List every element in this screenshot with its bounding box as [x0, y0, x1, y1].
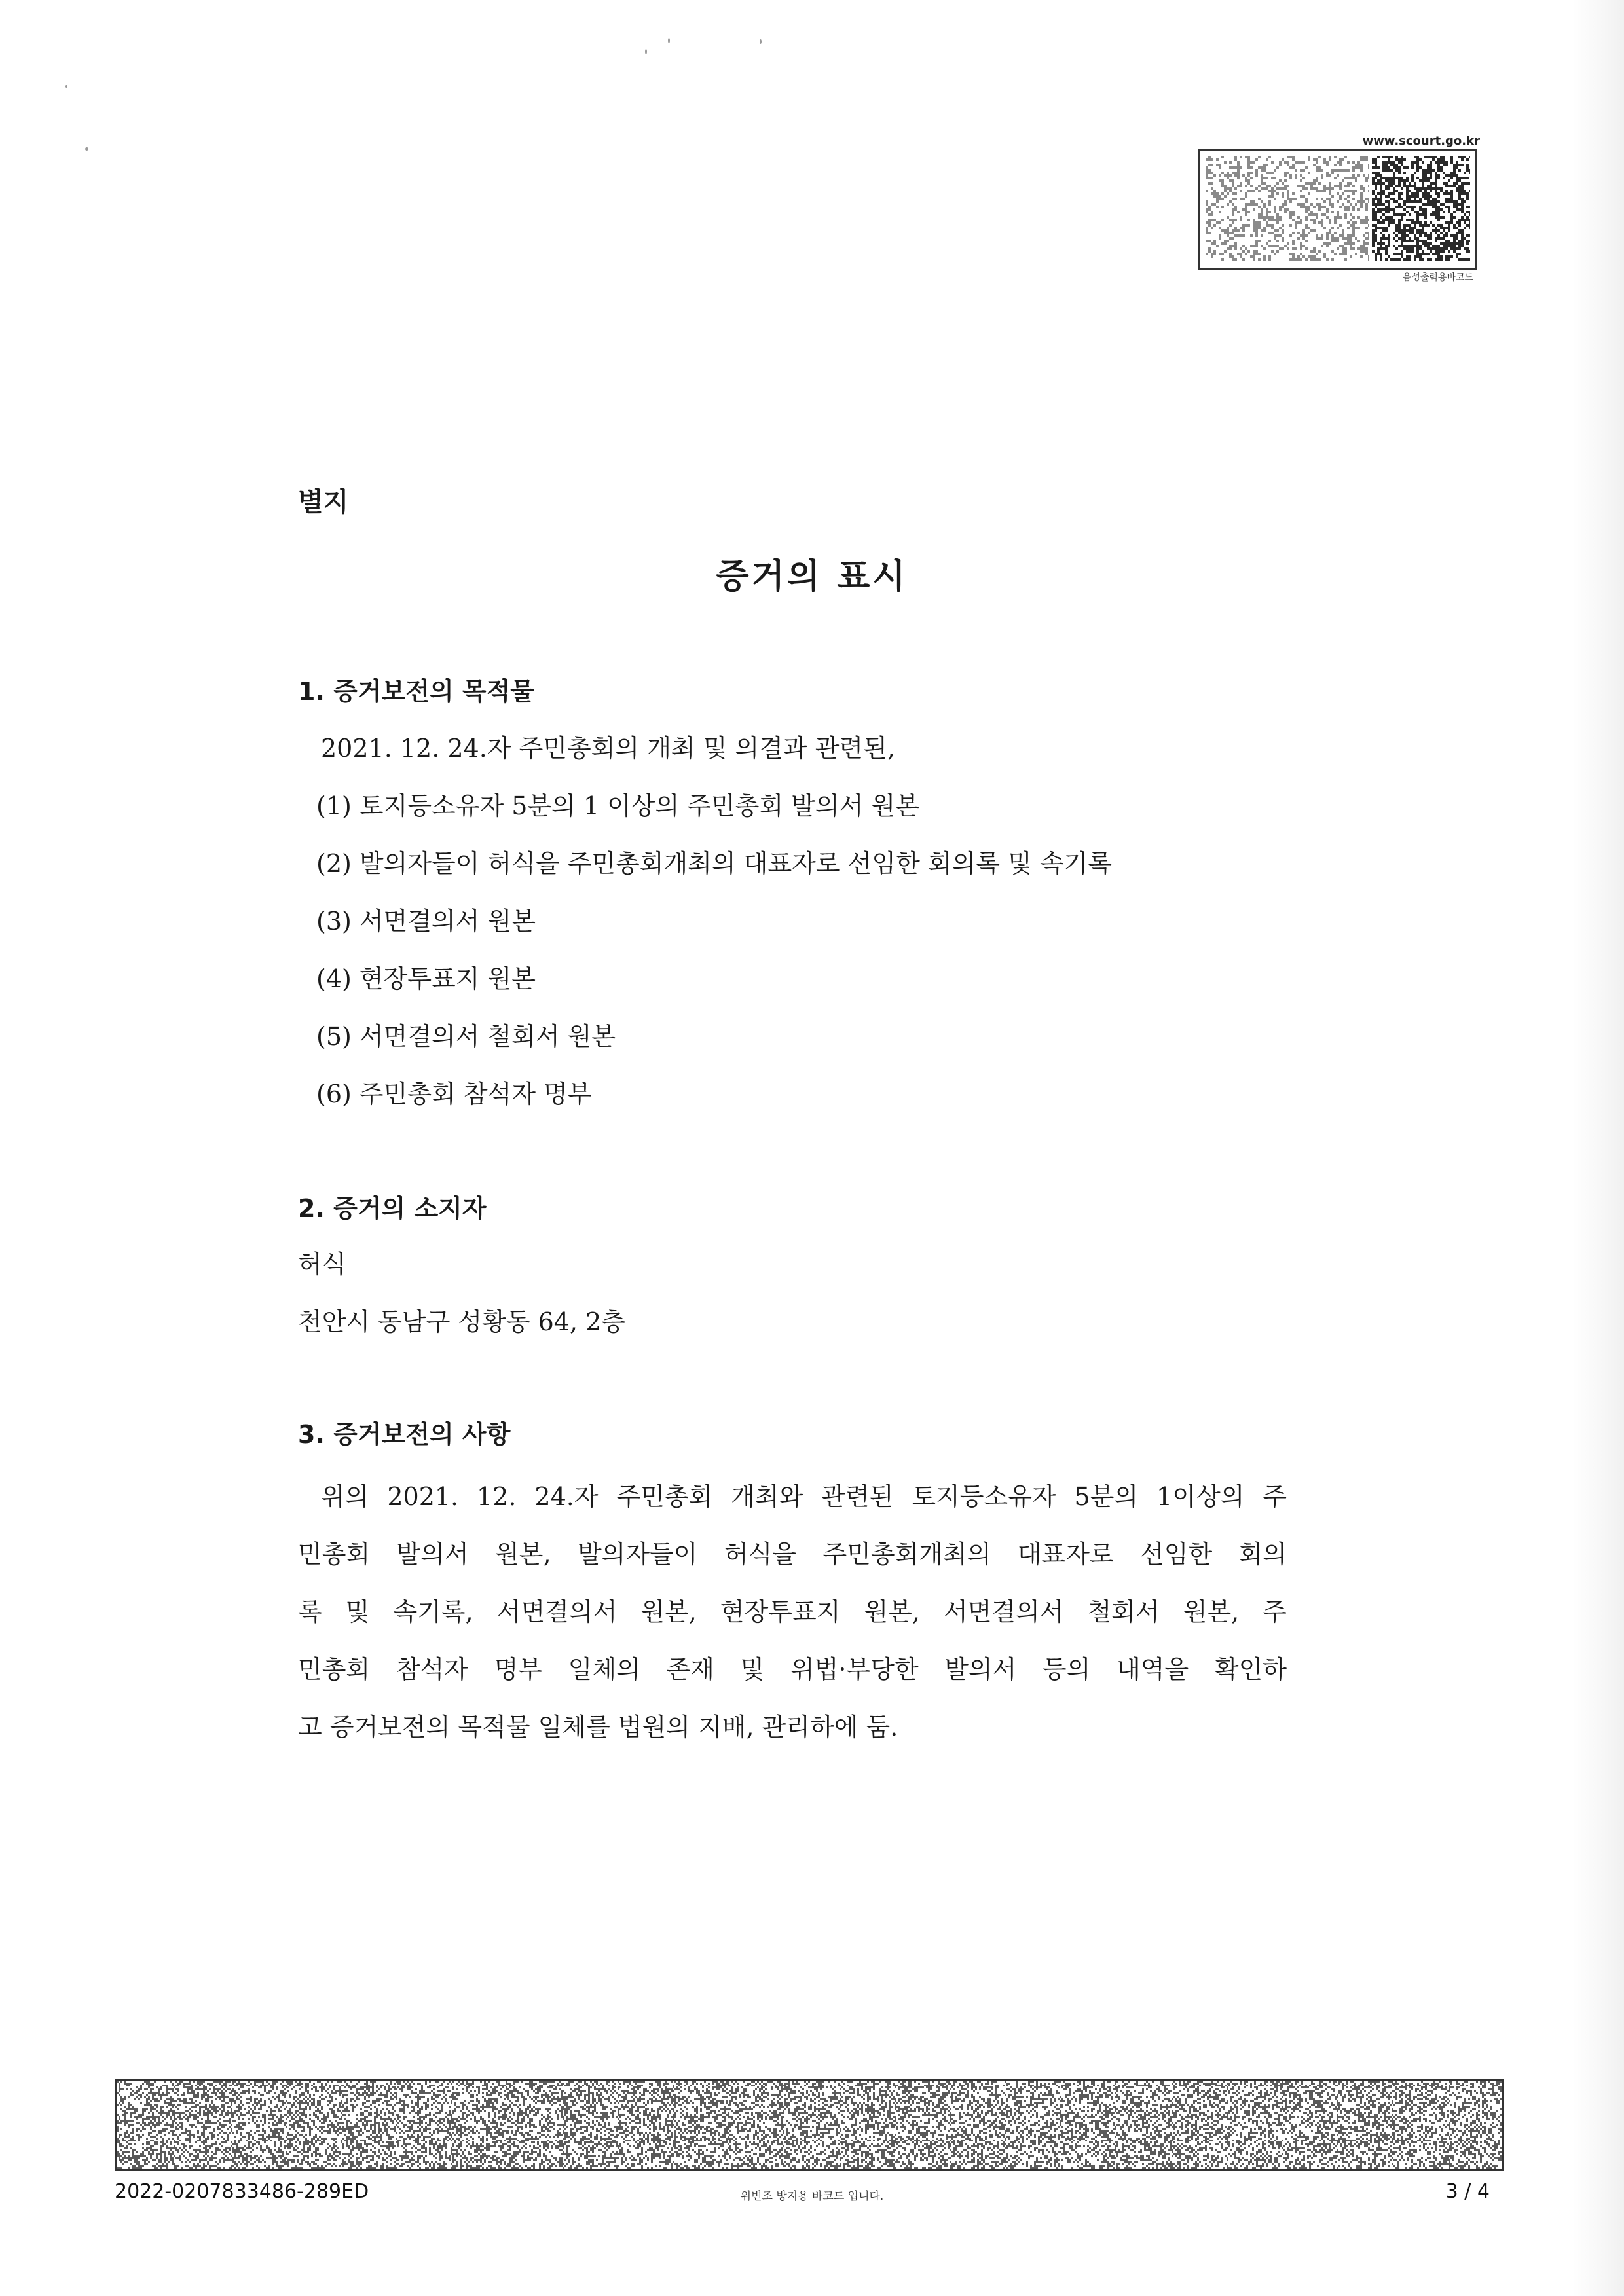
section-1-intro: 2021. 12. 24.자 주민총회의 개최 및 의결과 관련된,	[321, 734, 895, 763]
scan-speck	[760, 39, 762, 44]
barcode-caption: 음성출력용바코드	[1402, 272, 1473, 283]
holder-name: 허식	[298, 1250, 346, 1279]
section-3-paragraph-line: 민총회 참석자 명부 일체의 존재 및 위법·부당한 발의서 등의 내역을 확인하	[298, 1655, 1287, 1684]
section-1-item: (1) 토지등소유자 5분의 1 이상의 주민총회 발의서 원본	[316, 792, 919, 820]
barcode-url: www.scourt.go.kr	[1362, 134, 1480, 148]
barcode-pattern-right	[1372, 156, 1470, 261]
scan-edge-shadow	[1572, 0, 1624, 2296]
section-2-heading: 2. 증거의 소지자	[298, 1194, 487, 1223]
section-3-heading: 3. 증거보전의 사항	[298, 1420, 511, 1449]
section-3-paragraph-line: 위의 2021. 12. 24.자 주민총회 개최와 관련된 토지등소유자 5분의 1이상의 주	[321, 1482, 1287, 1511]
section-3-paragraph-line: 민총회 발의서 원본, 발의자들이 허식을 주민총회개최의 대표자로 선임한 회의	[298, 1540, 1287, 1569]
scan-speck	[85, 147, 88, 151]
barcode-pattern-left	[1206, 156, 1369, 261]
scan-speck	[645, 49, 647, 54]
section-1-item: (6) 주민총회 참석자 명부	[316, 1080, 592, 1108]
section-3-paragraph-line: 록 및 속기록, 서면결의서 원본, 현장투표지 원본, 서면결의서 철회서 원본, 주	[298, 1597, 1287, 1626]
scan-speck	[668, 38, 670, 43]
section-1-item: (2) 발의자들이 허식을 주민총회개최의 대표자로 선임한 회의록 및 속기록	[316, 849, 1112, 878]
anti-forgery-barcode	[115, 2079, 1504, 2171]
voice-output-barcode	[1198, 149, 1477, 270]
scan-speck	[65, 85, 67, 88]
anti-forgery-caption: 위변조 방지용 바코드 입니다.	[740, 2190, 884, 2203]
top-barcode-block	[1198, 134, 1480, 291]
page-number: 3 / 4	[1445, 2180, 1490, 2203]
section-1-heading: 1. 증거보전의 목적물	[298, 677, 534, 706]
section-1-item: (4) 현장투표지 원본	[316, 964, 536, 993]
appendix-label: 별지	[298, 487, 349, 517]
section-1-item: (3) 서면결의서 원본	[316, 907, 536, 936]
section-3-paragraph-line: 고 증거보전의 목적물 일체를 법원의 지배, 관리하에 둠.	[298, 1713, 898, 1741]
holder-address: 천안시 동남구 성황동 64, 2층	[298, 1307, 626, 1336]
anti-forgery-barcode-pattern	[117, 2081, 1502, 2169]
section-1-item: (5) 서면결의서 철회서 원본	[316, 1022, 616, 1051]
document-title: 증거의 표시	[716, 557, 908, 596]
document-number: 2022-0207833486-289ED	[115, 2180, 369, 2203]
